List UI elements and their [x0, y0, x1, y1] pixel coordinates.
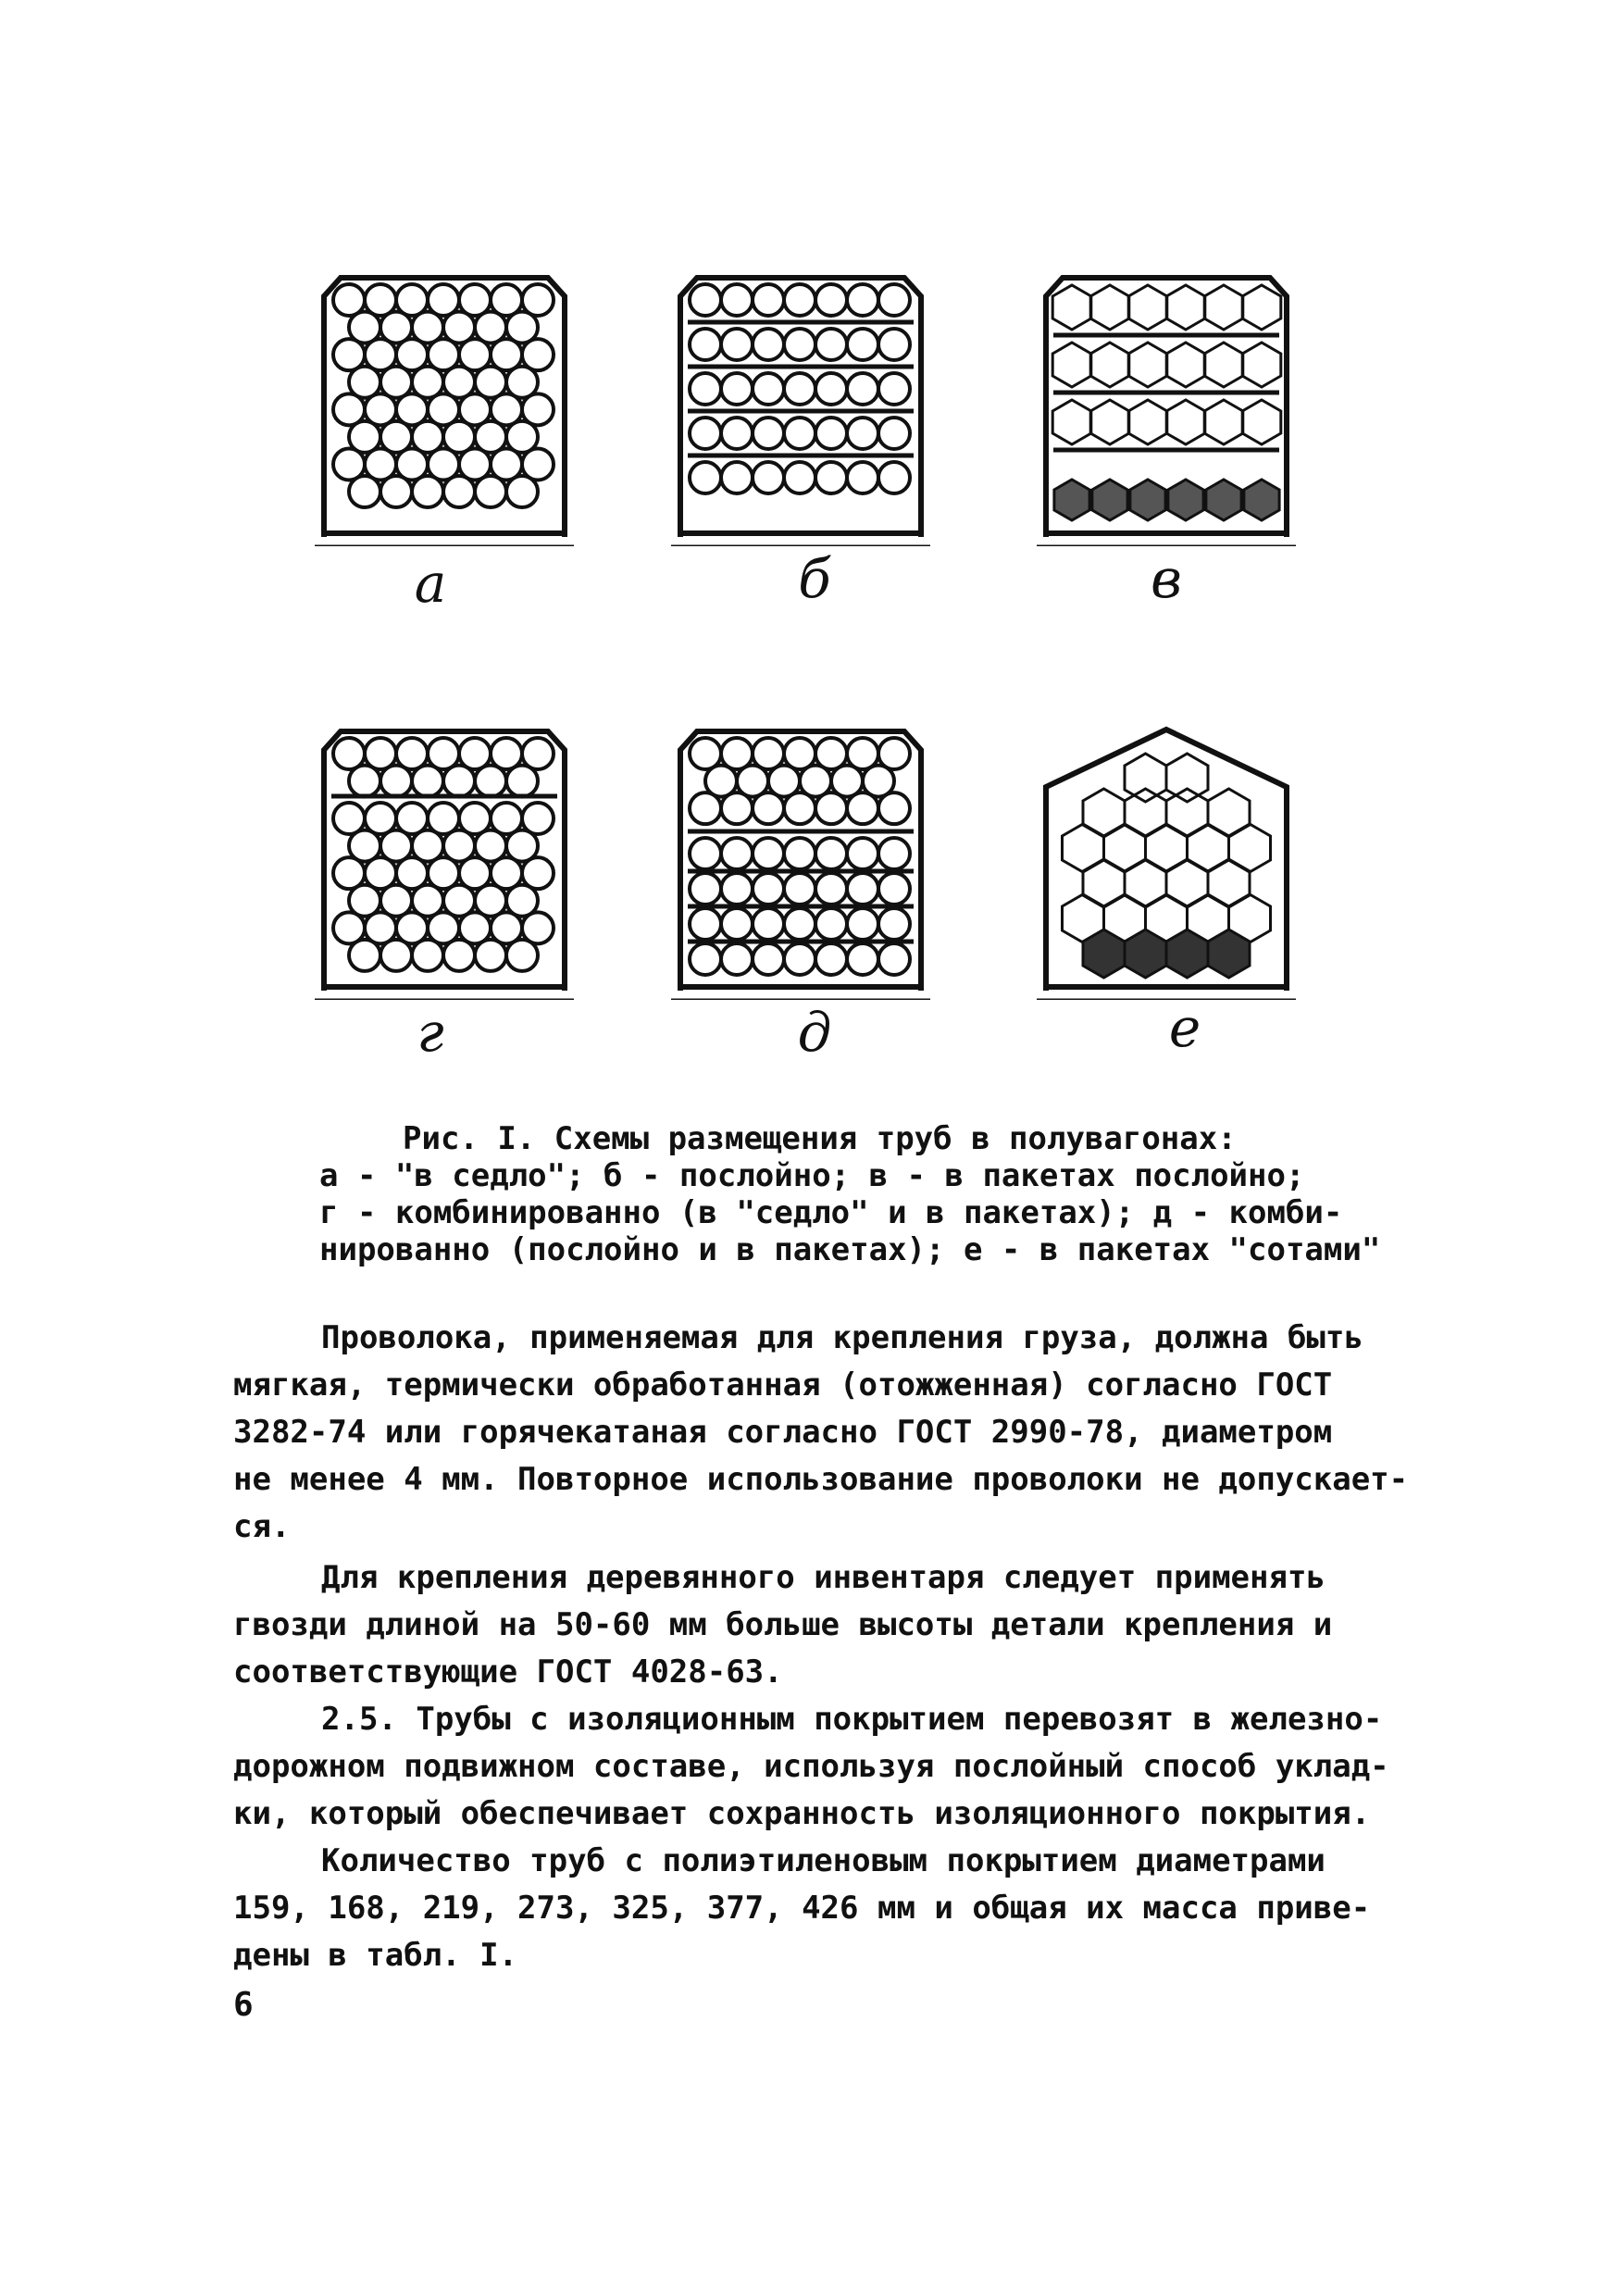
pipe-circle	[443, 476, 475, 507]
text-line: соответствующие ГОСТ 4028-63.	[233, 1653, 783, 1691]
caption-line: а - "в седло"; б - послойно; в - в пакетах послойно;	[319, 1157, 1305, 1194]
pipe-circle	[690, 908, 721, 940]
pipe-hex	[1083, 930, 1125, 978]
pipe-circle	[815, 943, 847, 975]
pipe-circle	[349, 766, 380, 797]
pipe-hex	[1242, 285, 1281, 330]
pipe-circle	[815, 873, 847, 905]
text-line: 159, 168, 219, 273, 325, 377, 426 мм и общая их масса приве-	[233, 1890, 1371, 1927]
pipe-hex	[1125, 789, 1166, 837]
pipe-circle	[847, 908, 878, 940]
text-line: Количество труб с полиэтиленовым покрытием диаметрами	[321, 1842, 1326, 1879]
pipe-hex	[1125, 930, 1166, 978]
pipe-circle	[847, 792, 878, 824]
scheme-b-layered	[662, 268, 940, 546]
panel-label-g: г	[417, 1001, 444, 1064]
pipe-hex	[1052, 400, 1091, 444]
pipe-circle	[475, 940, 506, 971]
paragraph-nails	[233, 1554, 1400, 1696]
pipe-circle	[815, 838, 847, 869]
pipe-hex	[1244, 480, 1279, 520]
scheme-d-combined	[662, 722, 940, 1000]
pipe-circle	[721, 284, 753, 316]
pipe-hex	[1063, 824, 1104, 872]
pipe-circle	[349, 940, 380, 971]
pipe-circle	[784, 943, 815, 975]
pipe-hex	[1083, 789, 1125, 837]
pipe-hex	[1052, 285, 1091, 330]
pipe-circle	[847, 462, 878, 493]
paragraph-2-5	[233, 1696, 1400, 1838]
pipe-circle	[878, 329, 910, 360]
pipe-circle	[878, 284, 910, 316]
pipe-hex	[1146, 824, 1188, 872]
panel-label-e: е	[1168, 996, 1201, 1059]
pipe-circle	[753, 373, 784, 405]
pipe-hex	[1242, 400, 1281, 444]
pipe-circle	[878, 838, 910, 869]
pipe-circle	[506, 766, 538, 797]
pipe-circle	[815, 329, 847, 360]
caption-title: Рис. I. Схемы размещения труб в полувагонах:	[403, 1120, 1237, 1157]
pipe-circle	[753, 329, 784, 360]
pipe-circle	[815, 462, 847, 493]
pipe-hex	[1128, 400, 1167, 444]
pipe-circle	[878, 462, 910, 493]
caption-line: г - комбинированно (в "седло" и в пакетах); д - комби-	[319, 1194, 1343, 1231]
pipe-hex	[1166, 285, 1205, 330]
pipe-circle	[878, 873, 910, 905]
pipe-hex	[1166, 789, 1208, 837]
pipe-circle	[721, 838, 753, 869]
pipe-circle	[753, 838, 784, 869]
pipe-hex	[1128, 285, 1167, 330]
pipe-circle	[412, 476, 443, 507]
pipe-circle	[784, 329, 815, 360]
pipe-circle	[380, 766, 412, 797]
pipe-circle	[690, 329, 721, 360]
body-text	[233, 1315, 1409, 1979]
pipe-circle	[753, 284, 784, 316]
pipe-hex	[1204, 343, 1243, 387]
pipe-circle	[721, 373, 753, 405]
pipe-hex	[1208, 859, 1250, 907]
pipe-circle	[847, 373, 878, 405]
pipe-hex	[1130, 480, 1165, 520]
pipe-circle	[690, 462, 721, 493]
text-line: дорожном подвижном составе, используя послойный способ уклад-	[233, 1748, 1389, 1785]
pipe-circle	[815, 908, 847, 940]
pipe-circle	[878, 373, 910, 405]
pipe-circle	[815, 373, 847, 405]
pipe-circle	[475, 476, 506, 507]
pipe-hex	[1168, 480, 1203, 520]
pipe-circle	[753, 418, 784, 449]
text-line: ки, который обеспечивает сохранность изоляционного покрытия.	[233, 1795, 1371, 1832]
pipe-hex	[1208, 930, 1250, 978]
pipe-circle	[475, 766, 506, 797]
pipe-hex	[1229, 824, 1271, 872]
pipe-hex	[1083, 859, 1125, 907]
pipe-circle	[847, 284, 878, 316]
pipe-hex	[1166, 343, 1205, 387]
text-line: гвозди длиной на 50-60 мм больше высоты детали крепления и	[233, 1606, 1333, 1643]
pipe-hex	[1090, 400, 1129, 444]
pipe-circle	[443, 940, 475, 971]
pipe-hex	[1206, 480, 1241, 520]
caption-line: нированно (послойно и в пакетах); е - в пакетах "сотами"	[319, 1231, 1381, 1268]
pipe-circle	[815, 792, 847, 824]
scheme-a-saddle	[305, 268, 583, 546]
scheme-g-combined	[305, 722, 583, 1000]
pipe-hex	[1204, 400, 1243, 444]
pipe-circle	[412, 940, 443, 971]
pipe-circle	[753, 873, 784, 905]
pipe-circle	[815, 418, 847, 449]
pipe-hex	[1166, 859, 1208, 907]
pipe-circle	[506, 940, 538, 971]
pipe-hex	[1125, 754, 1166, 802]
text-line: мягкая, термически обработанная (отожженная) согласно ГОСТ	[233, 1366, 1333, 1404]
pipe-circle	[443, 766, 475, 797]
pipe-hex	[1204, 285, 1243, 330]
pipe-circle	[721, 418, 753, 449]
pipe-circle	[412, 766, 443, 797]
pipe-circle	[753, 908, 784, 940]
pipe-circle	[847, 943, 878, 975]
pipe-hex	[1054, 480, 1089, 520]
pipe-circle	[721, 943, 753, 975]
pipe-circle	[847, 873, 878, 905]
panel-label-a: a	[414, 552, 447, 615]
pipe-circle	[380, 940, 412, 971]
pipe-hex	[1166, 400, 1205, 444]
pipe-circle	[721, 329, 753, 360]
pipe-circle	[847, 329, 878, 360]
pipe-hex	[1090, 343, 1129, 387]
pipe-circle	[784, 792, 815, 824]
text-line: Проволока, применяемая для крепления груза, должна быть	[321, 1319, 1363, 1356]
pipe-circle	[349, 476, 380, 507]
scheme-e-honeycomb	[1027, 722, 1305, 1000]
pipe-hex	[1188, 824, 1229, 872]
pipe-circle	[784, 462, 815, 493]
pipe-circle	[721, 908, 753, 940]
pipe-circle	[690, 873, 721, 905]
pipe-circle	[784, 873, 815, 905]
paragraph-quantity	[233, 1838, 1400, 1979]
pipe-hex	[1104, 824, 1146, 872]
pipe-circle	[721, 792, 753, 824]
pipe-circle	[721, 873, 753, 905]
pipe-circle	[690, 943, 721, 975]
pipe-circle	[815, 284, 847, 316]
pipe-circle	[753, 792, 784, 824]
pipe-circle	[690, 284, 721, 316]
figure-pipe-placement-schemes	[0, 0, 1618, 1074]
pipe-hex	[1090, 285, 1129, 330]
panel-label-d: д	[797, 1001, 832, 1064]
pipe-hex	[1242, 343, 1281, 387]
pipe-circle	[878, 418, 910, 449]
pipe-circle	[878, 792, 910, 824]
pipe-circle	[847, 418, 878, 449]
figure-caption	[319, 1120, 1381, 1268]
pipe-circle	[753, 943, 784, 975]
pipe-circle	[753, 462, 784, 493]
pipe-hex	[1128, 343, 1167, 387]
pipe-circle	[690, 418, 721, 449]
pipe-circle	[784, 418, 815, 449]
text-line: 2.5. Трубы с изоляционным покрытием перевозят в железно-	[321, 1701, 1383, 1738]
text-line: Для крепления деревянного инвентаря следует применять	[321, 1559, 1326, 1596]
pipe-circle	[784, 373, 815, 405]
pipe-circle	[784, 908, 815, 940]
pipe-circle	[690, 838, 721, 869]
text-line: 3282-74 или горячекатаная согласно ГОСТ 2990-78, диаметром	[233, 1414, 1333, 1451]
pipe-hex	[1052, 343, 1091, 387]
pipe-circle	[690, 373, 721, 405]
text-line: дены в табл. I.	[233, 1937, 518, 1974]
pipe-circle	[878, 908, 910, 940]
pipe-circle	[506, 476, 538, 507]
pipe-hex	[1166, 754, 1208, 802]
pipe-circle	[784, 284, 815, 316]
pipe-circle	[721, 462, 753, 493]
page-number: 6	[233, 1986, 254, 2024]
pipe-hex	[1092, 480, 1127, 520]
text-line: не менее 4 мм. Повторное использование проволоки не допускает-	[233, 1461, 1409, 1498]
pipe-hex	[1208, 789, 1250, 837]
pipe-circle	[878, 943, 910, 975]
pipe-circle	[784, 838, 815, 869]
scheme-v-packs-layered	[1027, 268, 1305, 546]
pipe-circle	[380, 476, 412, 507]
pipe-hex	[1166, 930, 1208, 978]
panel-label-b: б	[798, 547, 831, 610]
pipe-circle	[847, 838, 878, 869]
paragraph-wire	[233, 1315, 1409, 1551]
text-line: ся.	[233, 1508, 291, 1545]
pipe-hex	[1125, 859, 1166, 907]
pipe-circle	[690, 792, 721, 824]
panel-label-v: в	[1151, 547, 1182, 610]
